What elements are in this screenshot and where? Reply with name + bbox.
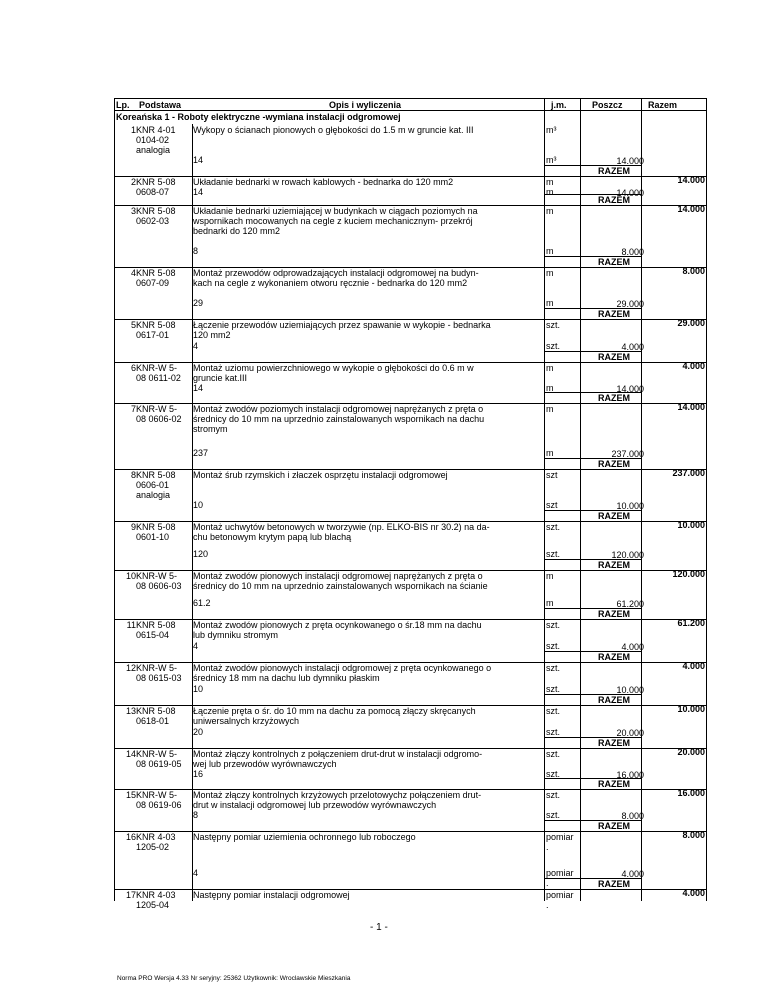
footer-text: Norma PRO Wersja 4.33 Nr seryjny: 25362 Użytkownik: Wroclawskie Mieszkania: [117, 975, 351, 982]
item-podstawa: KNR 5-08 0602-03: [136, 206, 176, 226]
item-poszcz: 16.000: [616, 770, 644, 780]
item-razem: 10.000: [677, 520, 705, 530]
kosztorys-table: [114, 98, 707, 910]
item-poszcz: 14.000: [616, 188, 644, 198]
item-calc: 14: [193, 187, 204, 197]
razem-label: RAZEM: [598, 393, 630, 403]
item-lp: 13: [125, 706, 136, 716]
item-lp: 7: [130, 404, 136, 414]
header-poszcz: Poszcz: [592, 100, 623, 110]
item-poszcz: 29.000: [616, 299, 644, 309]
item-calc: 16: [193, 769, 204, 779]
item-calc: 4: [193, 868, 199, 878]
item-calc: 20: [193, 727, 204, 737]
item-podstawa: KNR 5-08 0601-10: [136, 522, 176, 542]
table-row: [114, 319, 707, 371]
item-razem: 8.000: [682, 830, 705, 840]
razem-label: RAZEM: [598, 609, 630, 619]
item-opis: Następny pomiar instalacji odgromowej: [193, 890, 350, 900]
item-razem: 4.000: [682, 361, 705, 371]
item-poszcz: 237.000: [611, 449, 644, 459]
table-row: [114, 889, 707, 910]
razem-label: RAZEM: [598, 738, 630, 748]
header-podstawa: Podstawa: [139, 100, 182, 110]
razem-label: RAZEM: [598, 166, 630, 176]
item-calc-jm: m: [546, 187, 554, 197]
item-calc-jm: szt.: [546, 341, 561, 351]
section-title: Koreańska 1 - Roboty elektryczne -wymiana instalacji odgromowej: [116, 112, 401, 122]
item-lp: 2: [130, 177, 136, 187]
header-opis: Opis i wyliczenia: [329, 100, 402, 110]
table-row: [114, 521, 707, 579]
item-razem: 20.000: [677, 747, 705, 757]
item-opis: Montaż złączy kontrolnych z połączeniem drut-drut w instalacji odgromo- wej lub przewodów wyrównawczych: [193, 749, 483, 769]
table-row: [114, 469, 707, 530]
razem-label: RAZEM: [598, 560, 630, 570]
razem-label: RAZEM: [598, 459, 630, 469]
item-opis: Układanie bednarki uziemiającej w budynkach w ciągach poziomych na wspornikach mocowanych na cegle z kuciem mechanicznym- przekrój bednarki do 120 mm2: [193, 206, 478, 236]
item-calc-jm: szt.: [546, 549, 561, 559]
item-lp: 15: [125, 790, 136, 800]
item-razem: 4.000: [682, 888, 705, 898]
item-podstawa: KNR 4-03 1205-02: [136, 832, 176, 852]
item-lp: 12: [125, 663, 136, 673]
item-calc-jm: szt.: [546, 684, 561, 694]
item-lp: 6: [130, 363, 136, 373]
item-podstawa: KNR-W 5- 08 0619-05: [136, 749, 182, 769]
item-lp: 5: [130, 320, 136, 330]
item-calc: 4: [193, 341, 199, 351]
item-jm: m: [546, 206, 554, 216]
item-opis: Łączenie przewodów uziemiających przez spawanie w wykopie - bednarka 120 mm2: [193, 320, 491, 340]
item-opis: Łączenie pręta o śr. do 10 mm na dachu za pomocą złączy skręcanych uniwersalnych krzyżowych: [193, 706, 476, 726]
item-calc-jm: szt.: [546, 727, 561, 737]
razem-label: RAZEM: [598, 879, 630, 889]
table-row: [114, 205, 707, 276]
item-calc-jm: szt.: [546, 641, 561, 651]
razem-label: RAZEM: [598, 779, 630, 789]
table-row: [114, 176, 707, 214]
item-jm: pomiar .: [546, 890, 574, 910]
item-calc: 14: [193, 155, 204, 165]
item-calc: 4: [193, 641, 199, 651]
razem-label: RAZEM: [598, 352, 630, 362]
item-podstawa: KNR 5-08 0608-07: [136, 177, 176, 197]
item-lp: 10: [125, 571, 136, 581]
item-razem: 4.000: [682, 661, 705, 671]
item-jm: szt.: [546, 749, 561, 759]
item-poszcz: 120.000: [611, 550, 644, 560]
header-razem: Razem: [648, 100, 678, 110]
item-calc-jm: m³: [546, 155, 557, 165]
item-lp: 1: [130, 125, 136, 135]
table-header: [114, 98, 707, 111]
item-poszcz: 14.000: [616, 384, 644, 394]
razem-label: RAZEM: [598, 821, 630, 831]
item-jm: szt.: [546, 663, 561, 673]
item-calc: 8: [193, 246, 199, 256]
item-calc-jm: m: [546, 246, 554, 256]
item-lp: 9: [130, 522, 136, 532]
item-podstawa: KNR-W 5- 08 0606-02: [136, 404, 182, 424]
razem-label: RAZEM: [598, 652, 630, 662]
item-opis: Montaż uziomu powierzchniowego w wykopie o głębokości do 0.6 m w gruncie kat.III: [193, 363, 474, 383]
item-calc: 10: [193, 684, 204, 694]
item-jm: szt.: [546, 320, 561, 330]
item-podstawa: KNR-W 5- 08 0611-02: [136, 363, 181, 383]
item-opis: Następny pomiar uziemienia ochronnego lub roboczego: [193, 832, 416, 842]
item-calc-jm: m: [546, 298, 554, 308]
item-jm: m: [546, 404, 554, 414]
item-opis: Montaż śrub rzymskich i złaczek osprzętu instalacji odgromowej: [193, 470, 448, 480]
item-opis: Układanie bednarki w rowach kablowych - bednarka do 120 mm2: [193, 177, 454, 187]
item-opis: Montaż uchwytów betonowych w tworzywie (np. ELKO-BIS nr 30.2) na da- chu betonowym krytym papą lub blachą: [193, 522, 490, 542]
razem-label: RAZEM: [598, 695, 630, 705]
item-podstawa: KNR 5-08 0615-04: [136, 620, 176, 640]
item-razem: 14.000: [677, 402, 705, 412]
item-calc: 10: [193, 500, 204, 510]
item-podstawa: KNR 5-08 0617-01: [136, 320, 176, 340]
item-jm: m: [546, 571, 554, 581]
razem-label: RAZEM: [598, 511, 630, 521]
item-razem: 14.000: [677, 204, 705, 214]
item-lp: 14: [125, 749, 136, 759]
item-razem: 61.200: [677, 618, 705, 628]
item-poszcz: 14.000: [616, 156, 644, 166]
item-poszcz: 20.000: [616, 728, 644, 738]
item-opis: Montaż zwodów pionowych z pręta ocynkowanego o śr.18 mm na dachu lub dymniku stromym: [193, 620, 482, 640]
item-calc-jm: m: [546, 383, 554, 393]
item-calc-jm: m: [546, 448, 554, 458]
item-podstawa: KNR 5-08 0606-01 analogia: [136, 470, 176, 500]
page-number: - 1 -: [370, 922, 388, 933]
item-poszcz: 8.000: [621, 811, 644, 821]
razem-label: RAZEM: [598, 309, 630, 319]
item-razem: 120.000: [672, 569, 705, 579]
item-razem: 8.000: [682, 266, 705, 276]
item-razem: 29.000: [677, 318, 705, 328]
item-calc: 8: [193, 810, 199, 820]
item-jm: m: [546, 268, 554, 278]
razem-label: RAZEM: [598, 195, 630, 205]
item-razem: 10.000: [677, 704, 705, 714]
item-podstawa: KNR-W 5- 08 0606-03: [136, 571, 182, 591]
table-row: [114, 362, 707, 412]
item-opis: Montaż przewodów odprowadzających instalacji odgromowej na budyn- kach na cegle z wykonaniem otworu ręcznie - bednarka do 120 mm2: [193, 268, 479, 288]
item-poszcz: 4.000: [621, 642, 644, 652]
header-jm: j.m.: [551, 100, 567, 110]
item-calc: 61.2: [193, 598, 211, 608]
item-jm: pomiar .: [546, 832, 574, 852]
item-lp: 3: [130, 206, 136, 216]
item-opis: Montaż zwodów poziomych instalacji odgromowej naprężanych z pręta o średnicy do 10 mm na uprzednio zainstalowanych wspornikach na dachu stromym: [193, 404, 485, 434]
item-jm: szt.: [546, 790, 561, 800]
header-lp: Lp.: [116, 100, 130, 110]
item-opis: Montaż złączy kontrolnych krzyżowych przelotowychz połączeniem drut- drut w instalacji odgromowej lub przewodów wyrównawczych: [193, 790, 482, 810]
item-jm: m³: [546, 125, 557, 135]
item-calc-jm: szt: [546, 500, 558, 510]
item-calc-jm: pomiar .: [546, 868, 574, 888]
item-opis: Wykopy o ścianach pionowych o głębokości do 1.5 m w gruncie kat. III: [193, 125, 474, 135]
item-calc: 14: [193, 383, 204, 393]
item-calc-jm: szt.: [546, 810, 561, 820]
item-calc: 237: [193, 448, 209, 458]
item-poszcz: 4.000: [621, 342, 644, 352]
item-poszcz: 8.000: [621, 247, 644, 257]
item-podstawa: KNR 4-03 1205-04: [136, 890, 176, 910]
item-opis: Montaż zwodów pionowych instalacji odgromowej z pręta ocynkowanego o średnicy 18 mm na dachu lub dymniku płaskim: [193, 663, 492, 683]
item-razem: 237.000: [672, 468, 705, 478]
item-calc-jm: m: [546, 598, 554, 608]
item-jm: szt.: [546, 522, 561, 532]
razem-label: RAZEM: [598, 257, 630, 267]
item-jm: szt.: [546, 620, 561, 630]
item-lp: 8: [130, 470, 136, 480]
item-jm: szt: [546, 470, 558, 480]
item-lp: 4: [130, 268, 136, 278]
item-jm: m: [546, 177, 554, 187]
item-razem: 14.000: [677, 175, 705, 185]
item-poszcz: 4.000: [621, 869, 644, 879]
item-poszcz: 10.000: [616, 685, 644, 695]
item-poszcz: 10.000: [616, 501, 644, 511]
item-podstawa: KNR-W 5- 08 0615-03: [136, 663, 182, 683]
item-podstawa: KNR 5-08 0618-01: [136, 706, 176, 726]
item-jm: szt.: [546, 706, 561, 716]
item-podstawa: KNR-W 5- 08 0619-06: [136, 790, 182, 810]
item-lp: 17: [125, 890, 136, 900]
item-calc-jm: szt.: [546, 769, 561, 779]
item-razem: 16.000: [677, 788, 705, 798]
item-poszcz: 61.200: [616, 599, 644, 609]
item-lp: 11: [126, 620, 136, 630]
item-calc: 29: [193, 298, 204, 308]
item-podstawa: KNR 4-01 0104-02 analogia: [136, 125, 176, 155]
item-calc: 120: [193, 549, 209, 559]
item-podstawa: KNR 5-08 0607-09: [136, 268, 176, 288]
item-jm: m: [546, 363, 554, 373]
item-opis: Montaż zwodów pionowych instalacji odgromowej naprężanych z pręta o średnicy do 10 mm na uprzednio zainstalowanych wspornikach na ścianie: [193, 571, 488, 591]
item-lp: 16: [125, 832, 136, 842]
